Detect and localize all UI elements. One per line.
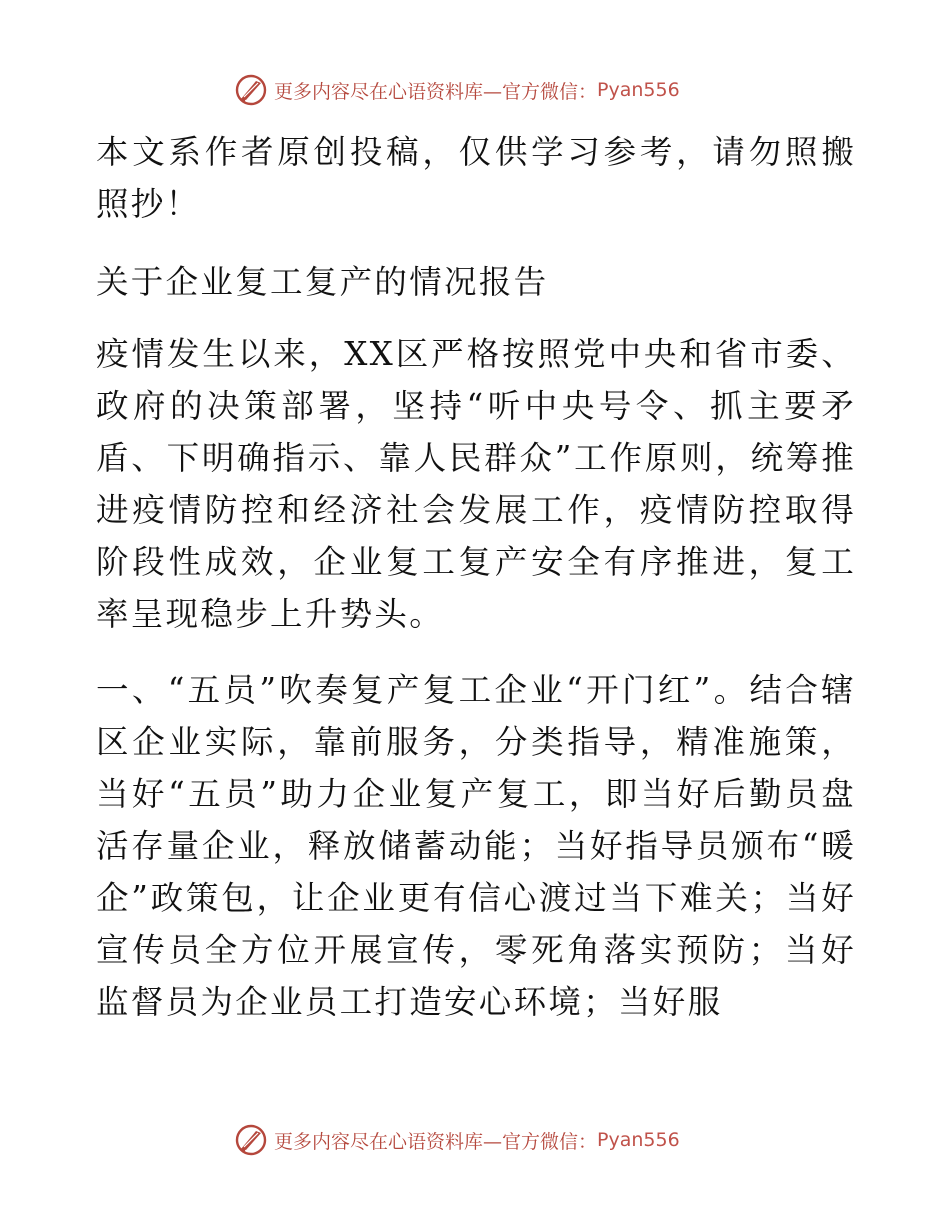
copyright-notice: 本文系作者原创投稿，仅供学习参考，请勿照搬照抄！	[96, 133, 856, 223]
header-banner	[234, 70, 680, 110]
header-brand-text: 更多内容尽在心语资料库	[274, 80, 484, 103]
document-title: 关于企业复工复产的情况报告	[96, 263, 549, 301]
quill-pen-icon	[234, 1123, 268, 1157]
document-body	[96, 126, 856, 1052]
footer-brand-text: 更多内容尽在心语资料库	[274, 1130, 484, 1153]
body-paragraph: 一、“五员”吹奏复产复工企业“开门红”。结合辖区企业实际，靠前服务，分类指导，精准施策，当好“五员”助力企业复产复工，即当好后勤员盘活存量企业，释放储蓄动能；当好指导员颁布“暖企”政策包，让企业更有信心渡过当下难关；当好宣传员全方位开展宣传，零死角落实预防；当好监督员为企业员工打造安心环境；当好服	[96, 671, 856, 1021]
footer-contact-text: —官方微信：	[483, 1130, 598, 1153]
footer-contact-id: Pyan556	[597, 1129, 680, 1151]
footer-banner	[234, 1120, 680, 1160]
body-paragraph: 疫情发生以来，XX区严格按照党中央和省市委、政府的决策部署，坚持“听中央号令、抓主要矛盾、下明确指示、靠人民群众”工作原则，统筹推进疫情防控和经济社会发展工作，疫情防控取得阶段性成效，企业复工复产安全有序推进，复工率呈现稳步上升势头。	[96, 335, 856, 633]
header-contact-text: —官方微信：	[483, 80, 598, 103]
header-contact-id: Pyan556	[597, 79, 680, 101]
quill-pen-icon	[234, 73, 268, 107]
